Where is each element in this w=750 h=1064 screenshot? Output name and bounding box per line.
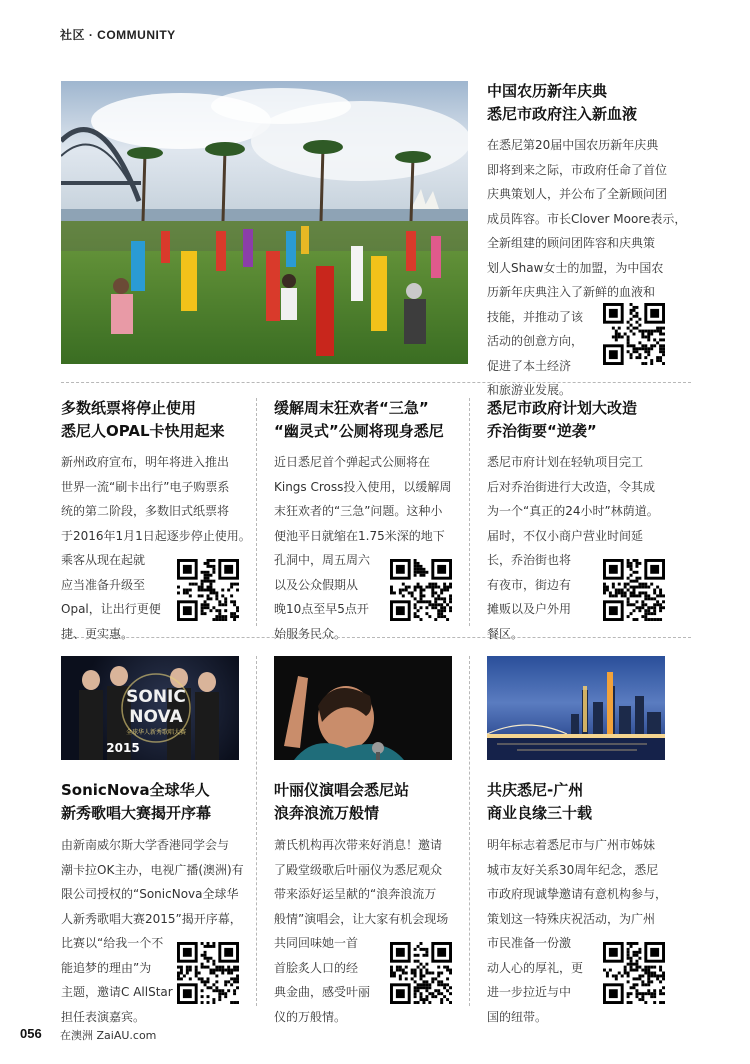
body-line: 能追梦的理由”为 [61, 960, 152, 975]
body-line: 由新南威尔斯大学香港同学会与 [61, 838, 230, 852]
sydney-harbour-photo [61, 81, 468, 364]
body-line: Opal，让出行更便 [61, 602, 161, 616]
body-line: 庆典策划人，并公布了全新顾问团 [487, 187, 668, 201]
guangzhou-skyline-photo [487, 656, 665, 760]
divider [61, 382, 691, 383]
body-line: 划人Shaw女士的加盟，为中国农 [487, 260, 664, 275]
qr-code-icon[interactable] [177, 559, 239, 621]
body-line: 萧氏机构再次带来好消息！邀请 [274, 838, 443, 852]
body-line: 技能，并推动了该 [487, 309, 584, 324]
body-line: 晚10点至早5点开 [274, 602, 369, 616]
title-line: 浪奔浪流万般情 [274, 804, 380, 822]
body-line: 全新组建的顾问团阵容和庆典策 [487, 236, 656, 250]
poster-text: 全球华人新秀歌唱大赛 [125, 729, 187, 736]
title-line: 乔治街要“逆袭” [487, 422, 597, 440]
body-line: 始服务民众。 [274, 626, 347, 641]
body-line: 带来添好运呈献的“浪奔浪流万 [274, 887, 437, 901]
title-line: 缓解周末狂欢者“三急” [274, 399, 429, 417]
section-label: 社区 · COMMUNITY [60, 28, 176, 42]
sonicnova-poster-art [61, 656, 239, 760]
body-line: 活动的创意方向， [487, 334, 584, 348]
body-line: 历新年庆典注入了新鲜的血液和 [487, 285, 656, 299]
body-line: 餐区。 [487, 626, 524, 641]
article-2-title [61, 397, 225, 443]
qr-code-icon[interactable] [177, 942, 239, 1004]
title-line: 悉尼市政府注入新血液 [487, 105, 638, 123]
body-line: 摊贩以及户外用 [487, 602, 572, 616]
body-line: 共同回味她一首 [274, 936, 359, 950]
body-line: 在悉尼第20届中国农历新年庆典 [487, 138, 659, 152]
body-line: 统的第二阶段，多数旧式纸票将 [61, 504, 230, 518]
body-line: 典金曲，感受叶丽 [274, 985, 371, 999]
article-6-title [274, 779, 409, 825]
body-line: 届时，不仅小商户营业时间延 [487, 528, 644, 543]
skyline-illustration [487, 656, 665, 760]
body-line: 主题，邀请C AllStar [61, 985, 173, 999]
body-line: 捷、更实惠。 [61, 626, 134, 641]
body-line: 后对乔治街进行大改造，令其成 [487, 479, 656, 494]
body-line: 应当准备升级至 [61, 577, 146, 592]
body-line: 为一个“真正的24小时”林荫道。 [487, 504, 659, 518]
title-line: 叶丽仪演唱会悉尼站 [274, 781, 410, 799]
article-5-title [61, 779, 211, 825]
body-line: 成员阵容。市长Clover Moore表示， [487, 211, 687, 226]
qr-code-icon[interactable] [603, 942, 665, 1004]
title-line: 悉尼市政府计划大改造 [487, 399, 638, 417]
body-line: 市政府现诚挚邀请有意机构参与， [487, 887, 668, 901]
title-line: 共庆悉尼-广州 [487, 781, 584, 799]
divider [61, 637, 691, 638]
body-line: 般情”演唱会，让大家有机会现场 [274, 911, 449, 926]
body-line: 动人心的厚礼，更 [487, 960, 584, 975]
body-line: 进一步拉近与中 [487, 985, 572, 999]
body-line: 悉尼市府计划在轻轨项目完工 [487, 455, 644, 469]
title-line: 商业良缘三十载 [487, 804, 593, 822]
title-line: 悉尼人OPAL卡快用起来 [61, 422, 225, 440]
body-line: 人新秀歌唱大赛2015”揭开序幕， [61, 911, 242, 926]
body-line: 首脍炙人口的经 [274, 960, 359, 975]
poster-text: NOVA [129, 707, 183, 727]
body-line: 末狂欢者的“三急”问题。这种小 [274, 504, 443, 518]
body-line: 以及公众假期从 [274, 577, 359, 592]
article-1-title [487, 80, 637, 126]
body-line: Kings Cross投入使用，以缓解周 [274, 479, 452, 494]
title-line: 中国农历新年庆典 [487, 82, 608, 100]
body-line: 城市友好关系30周年纪念，悉尼 [487, 862, 659, 877]
body-line: 于2016年1月1日起逐步停止使用。 [61, 528, 251, 543]
divider [256, 398, 257, 626]
title-line: 多数纸票将停止使用 [61, 399, 197, 417]
qr-code-icon[interactable] [603, 559, 665, 621]
divider [256, 656, 257, 1006]
divider [469, 656, 470, 1006]
body-line: 比赛以“给我一个不 [61, 936, 164, 950]
body-line: 限公司授权的“SonicNova全球华 [61, 887, 239, 901]
body-line: 和旅游业发展。 [487, 383, 572, 397]
sydney-harbour-illustration [61, 81, 468, 364]
poster-text: SONIC [126, 687, 186, 707]
singer-illustration [274, 656, 452, 760]
body-line: 担任表演嘉宾。 [61, 1009, 146, 1024]
body-line: 国的纽带。 [487, 1009, 548, 1024]
poster-text: 2015 [106, 741, 140, 755]
body-line: 市民准备一份激 [487, 936, 572, 950]
body-line: 长，乔治街也将 [487, 553, 572, 567]
sonicnova-poster [61, 656, 239, 760]
article-4-title [487, 397, 637, 443]
qr-code-icon[interactable] [390, 559, 452, 621]
body-line: 仪的万般情。 [274, 1009, 347, 1024]
title-line: 新秀歌唱大赛揭开序幕 [61, 804, 212, 822]
body-line: 促进了本土经济 [487, 358, 572, 373]
body-line: 便池平日就缩在1.75米深的地下 [274, 528, 445, 543]
body-line: 乘客从现在起就 [61, 553, 146, 567]
body-line: 策划这一特殊庆祝活动，为广州 [487, 911, 656, 926]
title-line: SonicNova全球华人 [61, 781, 210, 799]
body-line: 孔洞中，周五周六 [274, 553, 371, 567]
divider [469, 398, 470, 626]
body-line: 世界一流“刷卡出行”电子购票系 [61, 479, 230, 494]
body-line: 潮卡拉OK主办，电视广播(澳洲)有 [61, 862, 244, 877]
qr-code-icon[interactable] [603, 303, 665, 365]
body-line: 了殿堂级歌后叶丽仪为悉尼观众 [274, 862, 443, 877]
title-line: “幽灵式”公厕将现身悉尼 [274, 422, 444, 440]
footer-site: 在澳洲 ZaiAU.com [60, 1029, 157, 1042]
body-line: 新州政府宣布，明年将进入推出 [61, 455, 230, 469]
qr-code-icon[interactable] [390, 942, 452, 1004]
body-line: 近日悉尼首个弹起式公厕将在 [274, 455, 431, 469]
article-7-title [487, 779, 592, 825]
body-line: 即将到来之际，市政府任命了首位 [487, 162, 668, 177]
body-line: 有夜市，街边有 [487, 577, 572, 592]
frances-yip-photo [274, 656, 452, 760]
article-3-title [274, 397, 444, 443]
body-line: 明年标志着悉尼市与广州市姊妹 [487, 838, 656, 852]
page-number: 056 [20, 1026, 42, 1041]
